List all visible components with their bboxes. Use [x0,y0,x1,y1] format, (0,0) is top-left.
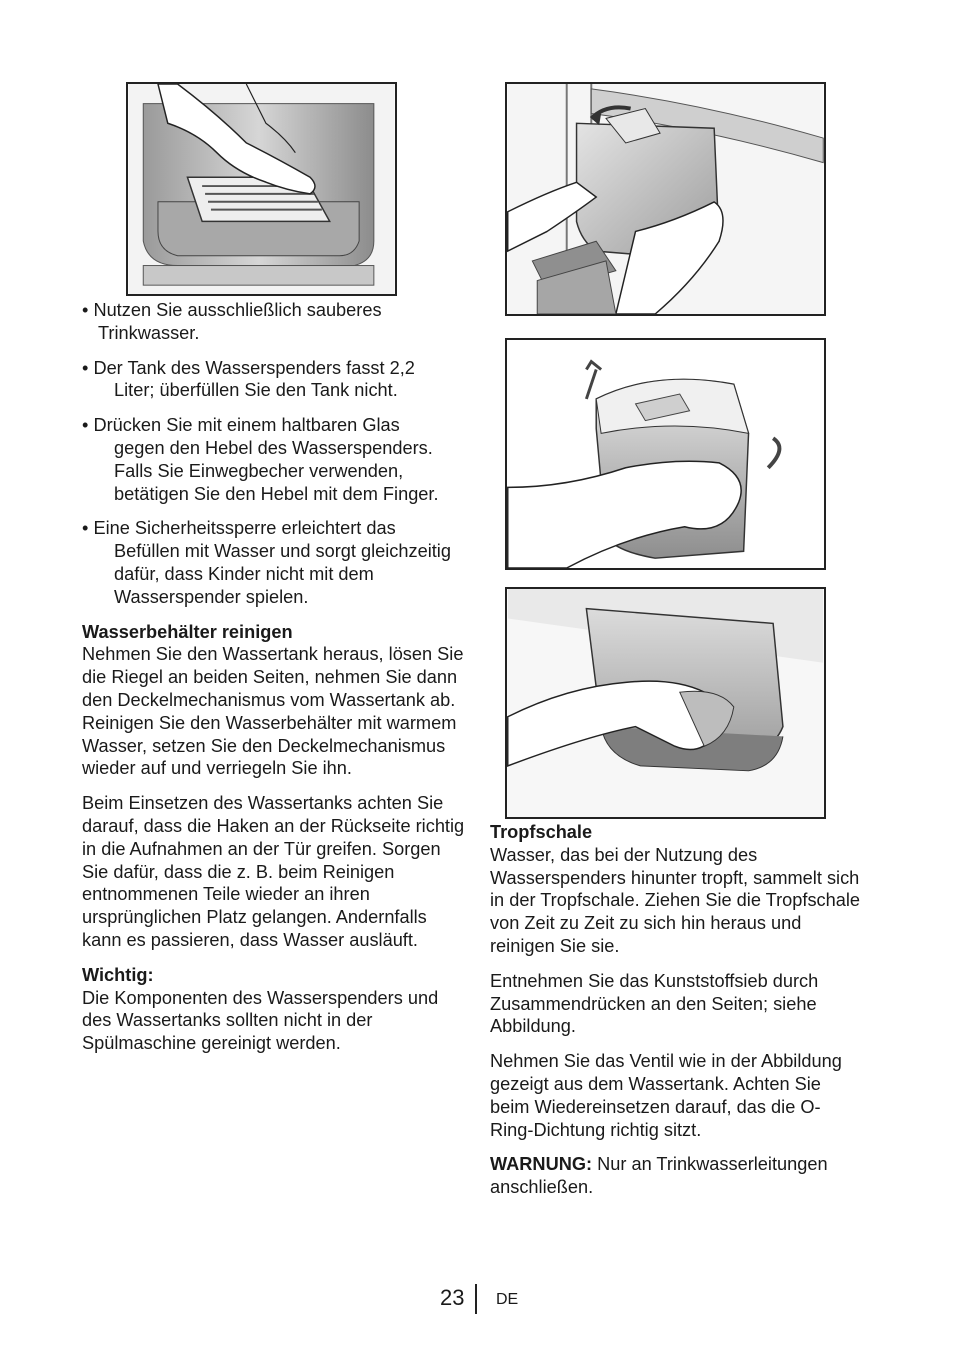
water-tank-removal-illustration [507,84,824,314]
bullet-dot: • [82,415,89,436]
left-column [82,299,472,1067]
footer-divider [475,1284,477,1314]
warning-text: Nur an Trinkwasserleitungen anschließen. [490,1154,828,1198]
right-column [490,821,870,1211]
bullet-lead: Eine Sicherheitssperre erleichtert das [93,518,396,539]
tank-lid-latch-illustration [507,340,824,568]
section-body: Wasser, das bei der Nutzung des Wasserspenders hinunter tropft, sammelt sich in der Tropfschale. Ziehen Sie die Tropfschale von Zeit zu Zeit zu sich hin heraus und reinigen Sie sie. [490,844,861,956]
bullet-rest: Befüllen mit Wasser und sorgt gleichzeitig dafür, dass Kinder nicht mit dem Wasserspender spielen. [114,541,451,607]
section-body: Die Komponenten des Wasserspenders und des Wassertanks sollten nicht in der Spülmaschine gereinigt werden. [82,987,439,1054]
bullet-rest: gegen den Hebel des Wasserspenders. Falls Sie Einwegbecher verwenden, betätigen Sie den Hebel mit dem Finger. [114,437,439,504]
bullet-lead: Der Tank des Wasserspenders fasst 2,2 [93,357,415,378]
paragraph-insert-tank: Beim Einsetzen des Wassertanks achten Sie darauf, dass die Haken an der Rückseite richtig in die Aufnahmen an der Tür greifen. Sorgen Sie dafür, dass die z. B. beim Reinigen entnommenen Teile wieder an ihren ursprünglichen Platz gelangen. Andernfalls kann es passieren, dass Wasser ausläuft. [82,793,465,950]
bullet-dot: • [82,357,89,378]
section-clean-tank [82,621,470,781]
bullet-item [82,299,472,345]
drip-tray-cleaning-illustration [507,589,824,817]
tank-lid-latch-figure [505,338,826,570]
section-body: Nehmen Sie den Wassertank heraus, lösen Sie die Riegel an beiden Seiten, nehmen Sie dann den Deckelmechanismus vom Wassertank ab. Reinigen Sie den Wasserbehälter mit warmem Wasser, setzen Sie den Deckelmechanismus wieder auf und verriegeln Sie ihn. [82,644,464,779]
section-heading: Wichtig: [82,964,154,985]
warning-note [490,1153,868,1199]
paragraph-valve: Nehmen Sie das Ventil wie in der Abbildung gezeigt aus dem Wassertank. Achten Sie beim Wiedereinsetzen darauf, das die O-Ring-Dichtung richtig sitzt. [490,1051,842,1140]
section-heading: Tropfschale [490,822,593,842]
drip-tray-grill-illustration [128,84,395,294]
bullet-rest: Trinkwasser. [98,322,200,343]
drip-tray-cleaning-figure [505,587,826,819]
bullet-item [82,357,472,403]
drip-tray-grill-figure [126,82,397,296]
bullet-item [82,517,472,608]
page-number: 23 [440,1285,465,1310]
language-code: DE [496,1291,519,1308]
section-drip-tray [490,821,862,958]
bullet-dot: • [82,518,89,539]
warning-label: WARNUNG: [490,1154,593,1175]
section-important [82,964,452,1055]
bullet-lead: Drücken Sie mit einem haltbaren Glas [93,415,400,436]
bullet-rest: Liter; überfüllen Sie den Tank nicht. [114,380,398,401]
bullet-item [82,414,472,505]
water-tank-removal-figure [505,82,826,316]
section-heading: Wasserbehälter reinigen [82,621,293,642]
paragraph-sieve: Entnehmen Sie das Kunststoffsieb durch Zusammendrücken an den Seiten; siehe Abbildung. [490,970,819,1037]
bullet-lead: Nutzen Sie ausschließlich sauberes [93,300,382,320]
bullet-dot: • [82,300,89,320]
